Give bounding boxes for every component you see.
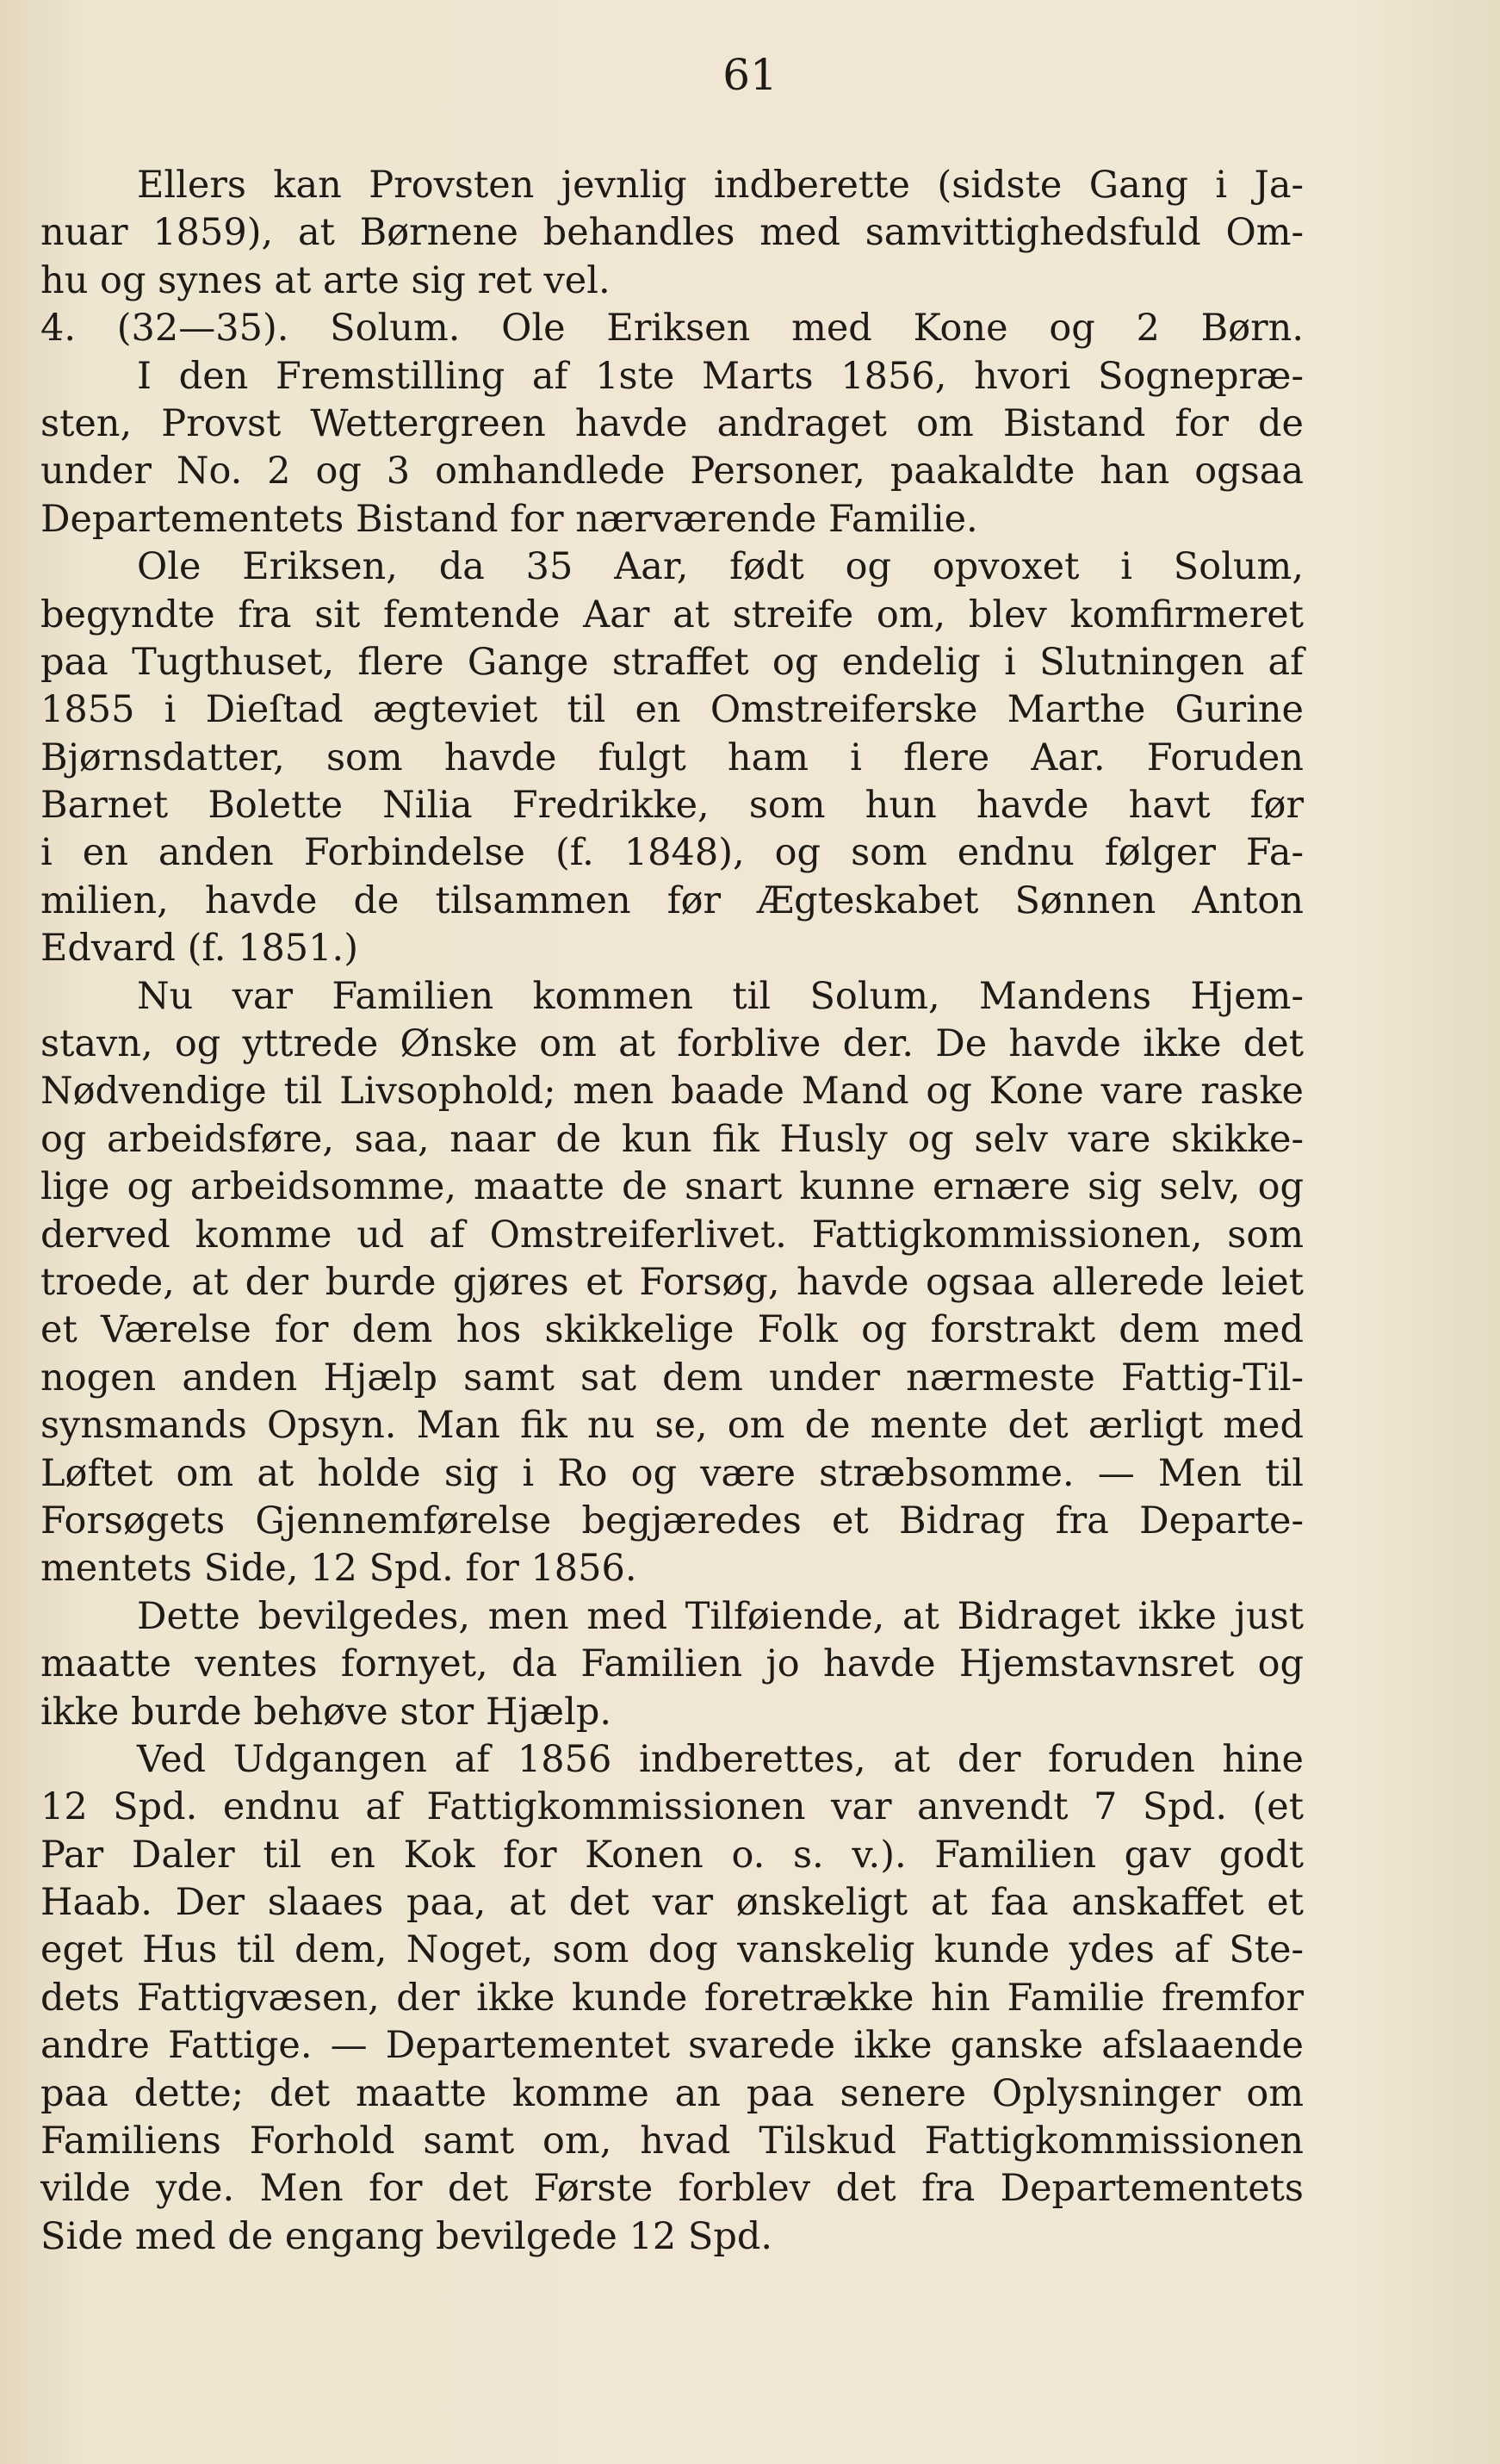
text-line: i en anden Forbindelse (f. 1848), og som endnu følger Fa- — [40, 831, 1304, 875]
text-line: Nødvendige til Livsophold; men baade Mand og Kone vare raske — [40, 1070, 1304, 1114]
text-line: milien, havde de tilsammen før Ægteskabet Sønnen Anton — [40, 878, 1304, 922]
text-line: mentets Side, 12 Spd. for 1856. — [40, 1547, 637, 1591]
text-line: under No. 2 og 3 omhandlede Personer, paakaldte han ogsaa — [40, 450, 1304, 493]
text-line: ikke burde behøve stor Hjælp. — [40, 1690, 612, 1734]
text-line: og arbeidsføre, saa, naar de kun fik Husly og selv vare skikke- — [40, 1117, 1304, 1161]
text-line: Edvard (f. 1851.) — [40, 927, 358, 971]
text-line: 12 Spd. endnu af Fattigkommissionen var anvendt 7 Spd. (et — [40, 1785, 1304, 1829]
text-line: maatte ventes fornyet, da Familien jo havde Hjemstavnsret og — [40, 1642, 1304, 1686]
text-line: Familiens Forhold samt om, hvad Tilskud Fattigkommissionen — [40, 2120, 1304, 2163]
text-line: 4. (32—35). Solum. Ole Eriksen med Kone og 2 Børn. — [40, 307, 1304, 351]
text-line: et Værelse for dem hos skikkelige Folk og forstrakt dem med — [40, 1308, 1304, 1352]
text-line: Barnet Bolette Nilia Fredrikke, som hun havde havt før — [40, 784, 1304, 828]
text-line: Departementets Bistand for nærværende Familie. — [40, 497, 978, 541]
page-body-text — [40, 162, 1304, 2261]
text-line: hu og synes at arte sig ret vel. — [40, 258, 611, 302]
text-line: sten, Provst Wettergreen havde andraget om Bistand for de — [40, 401, 1304, 445]
text-line: I den Fremstilling af 1ste Marts 1856, hvori Sognepræ- — [137, 354, 1304, 398]
text-line: 1855 i Dieſtad ægteviet til en Omstreiferske Marthe Gurine — [40, 688, 1304, 732]
text-line: lige og arbeidsomme, maatte de snart kunne ernære sig selv, og — [40, 1165, 1304, 1209]
text-line: troede, at der burde gjøres et Forsøg, havde ogsaa allerede leiet — [40, 1260, 1304, 1304]
text-line: begyndte fra sit femtende Aar at streife om, blev komfirmeret — [40, 593, 1304, 636]
text-line: Nu var Familien kommen til Solum, Mandens Hjem- — [137, 974, 1304, 1018]
text-line: Haab. Der slaaes paa, at det var ønskeligt at faa anskaffet et — [40, 1881, 1304, 1925]
text-line: Bjørnsdatter, som havde fulgt ham i flere Aar. Foruden — [40, 735, 1304, 779]
text-line: eget Hus til dem, Noget, som dog vanskelig kunde ydes af Ste- — [40, 1928, 1304, 1972]
text-line: dets Fattigvæsen, der ikke kunde foretrække hin Familie fremfor — [40, 1976, 1304, 2020]
text-line: paa dette; det maatte komme an paa senere Oplysninger om — [40, 2071, 1304, 2115]
text-line: Ved Udgangen af 1856 indberettes, at der foruden hine — [137, 1737, 1304, 1781]
text-line: vilde yde. Men for det Første forblev det fra Departementets — [40, 2167, 1304, 2211]
text-line: Ole Eriksen, da 35 Aar, født og opvoxet i Solum, — [137, 545, 1304, 589]
text-line: Forsøgets Gjennemførelse begjæredes et Bidrag fra Departe- — [40, 1499, 1304, 1542]
text-line: Side med de engang bevilgede 12 Spd. — [40, 2214, 773, 2258]
text-line: paa Tugthuset, flere Gange straffet og endelig i Slutningen af — [40, 640, 1304, 684]
text-line: Løftet om at holde sig i Ro og være stræbsomme. — Men til — [40, 1451, 1304, 1495]
page-number: 61 — [722, 50, 778, 100]
text-line: Dette bevilgedes, men med Tilføiende, at Bidraget ikke just — [137, 1594, 1304, 1638]
text-line: nogen anden Hjælp samt sat dem under nærmeste Fattig-Til- — [40, 1356, 1304, 1400]
text-line: nuar 1859), at Børnene behandles med samvittighedsfuld Om- — [40, 211, 1304, 255]
text-line: andre Fattige. — Departementet svarede ikke ganske afslaaende — [40, 2024, 1304, 2068]
text-line: Ellers kan Provsten jevnlig indberette (sidste Gang i Ja- — [137, 164, 1304, 207]
text-line: synsmands Opsyn. Man fik nu se, om de mente det ærligt med — [40, 1404, 1304, 1448]
text-line: derved komme ud af Omstreiferlivet. Fattigkommissionen, som — [40, 1213, 1304, 1257]
text-line: stavn, og yttrede Ønske om at forblive der. De havde ikke det — [40, 1022, 1304, 1066]
text-line: Par Daler til en Kok for Konen o. s. v.). Familien gav godt — [40, 1833, 1304, 1877]
